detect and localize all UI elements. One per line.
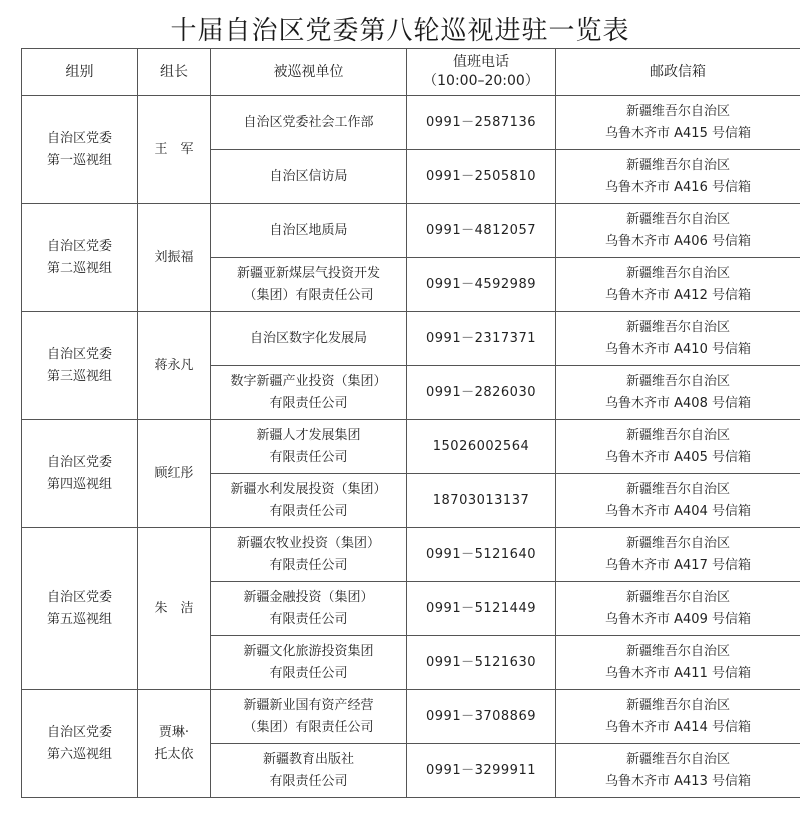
mailbox-cell: 新疆维吾尔自治区 乌鲁木齐市 A406 号信箱 xyxy=(556,204,800,258)
table-row xyxy=(22,204,800,258)
mailbox-cell: 新疆维吾尔自治区 乌鲁木齐市 A417 号信箱 xyxy=(556,528,800,582)
inspection-table xyxy=(21,48,800,798)
unit-name-cell: 新疆新业国有资产经营 （集团）有限责任公司 xyxy=(211,690,407,744)
mailbox-cell: 新疆维吾尔自治区 乌鲁木齐市 A411 号信箱 xyxy=(556,636,800,690)
group-leader-cell: 贾琳· 托太依 xyxy=(138,690,211,798)
phone-cell: 0991－4592989 xyxy=(407,258,556,312)
group-name-cell: 自治区党委 第五巡视组 xyxy=(22,528,138,690)
group-name-cell: 自治区党委 第一巡视组 xyxy=(22,96,138,204)
group-name-cell: 自治区党委 第二巡视组 xyxy=(22,204,138,312)
header-leader: 组长 xyxy=(138,49,211,96)
mailbox-cell: 新疆维吾尔自治区 乌鲁木齐市 A410 号信箱 xyxy=(556,312,800,366)
mailbox-cell: 新疆维吾尔自治区 乌鲁木齐市 A413 号信箱 xyxy=(556,744,800,798)
unit-name-cell: 新疆人才发展集团 有限责任公司 xyxy=(211,420,407,474)
group-name-cell: 自治区党委 第四巡视组 xyxy=(22,420,138,528)
group-leader-cell: 蒋永凡 xyxy=(138,312,211,420)
phone-cell: 0991－2317371 xyxy=(407,312,556,366)
phone-cell: 0991－2505810 xyxy=(407,150,556,204)
table-row xyxy=(22,690,800,744)
phone-cell: 0991－5121449 xyxy=(407,582,556,636)
unit-name-cell: 自治区党委社会工作部 xyxy=(211,96,407,150)
header-unit: 被巡视单位 xyxy=(211,49,407,96)
group-name-cell: 自治区党委 第六巡视组 xyxy=(22,690,138,798)
unit-name-cell: 新疆亚新煤层气投资开发 （集团）有限责任公司 xyxy=(211,258,407,312)
header-row xyxy=(22,49,800,96)
unit-name-cell: 新疆金融投资（集团） 有限责任公司 xyxy=(211,582,407,636)
unit-name-cell: 新疆文化旅游投资集团 有限责任公司 xyxy=(211,636,407,690)
group-leader-cell: 朱 洁 xyxy=(138,528,211,690)
group-leader-cell: 刘振福 xyxy=(138,204,211,312)
phone-cell: 0991－5121630 xyxy=(407,636,556,690)
phone-cell: 18703013137 xyxy=(407,474,556,528)
unit-name-cell: 自治区数字化发展局 xyxy=(211,312,407,366)
unit-name-cell: 数字新疆产业投资（集团） 有限责任公司 xyxy=(211,366,407,420)
header-group: 组别 xyxy=(22,49,138,96)
table-row xyxy=(22,312,800,366)
unit-name-cell: 新疆水利发展投资（集团） 有限责任公司 xyxy=(211,474,407,528)
mailbox-cell: 新疆维吾尔自治区 乌鲁木齐市 A412 号信箱 xyxy=(556,258,800,312)
unit-name-cell: 新疆农牧业投资（集团） 有限责任公司 xyxy=(211,528,407,582)
group-leader-cell: 王 军 xyxy=(138,96,211,204)
phone-cell: 0991－3708869 xyxy=(407,690,556,744)
phone-cell: 0991－2826030 xyxy=(407,366,556,420)
header-mailbox: 邮政信箱 xyxy=(556,49,800,96)
phone-cell: 0991－4812057 xyxy=(407,204,556,258)
mailbox-cell: 新疆维吾尔自治区 乌鲁木齐市 A405 号信箱 xyxy=(556,420,800,474)
unit-name-cell: 新疆教育出版社 有限责任公司 xyxy=(211,744,407,798)
table-body xyxy=(22,96,800,798)
group-name-cell: 自治区党委 第三巡视组 xyxy=(22,312,138,420)
header-phone: 值班电话 （10:00–20:00） xyxy=(407,49,556,96)
table-row xyxy=(22,96,800,150)
phone-cell: 15026002564 xyxy=(407,420,556,474)
page-title: 十届自治区党委第八轮巡视进驻一览表 xyxy=(170,16,630,46)
mailbox-cell: 新疆维吾尔自治区 乌鲁木齐市 A408 号信箱 xyxy=(556,366,800,420)
phone-cell: 0991－5121640 xyxy=(407,528,556,582)
mailbox-cell: 新疆维吾尔自治区 乌鲁木齐市 A415 号信箱 xyxy=(556,96,800,150)
unit-name-cell: 自治区地质局 xyxy=(211,204,407,258)
mailbox-cell: 新疆维吾尔自治区 乌鲁木齐市 A416 号信箱 xyxy=(556,150,800,204)
mailbox-cell: 新疆维吾尔自治区 乌鲁木齐市 A404 号信箱 xyxy=(556,474,800,528)
phone-cell: 0991－2587136 xyxy=(407,96,556,150)
table-row xyxy=(22,420,800,474)
phone-cell: 0991－3299911 xyxy=(407,744,556,798)
group-leader-cell: 顾红彤 xyxy=(138,420,211,528)
mailbox-cell: 新疆维吾尔自治区 乌鲁木齐市 A409 号信箱 xyxy=(556,582,800,636)
table-row xyxy=(22,528,800,582)
mailbox-cell: 新疆维吾尔自治区 乌鲁木齐市 A414 号信箱 xyxy=(556,690,800,744)
unit-name-cell: 自治区信访局 xyxy=(211,150,407,204)
